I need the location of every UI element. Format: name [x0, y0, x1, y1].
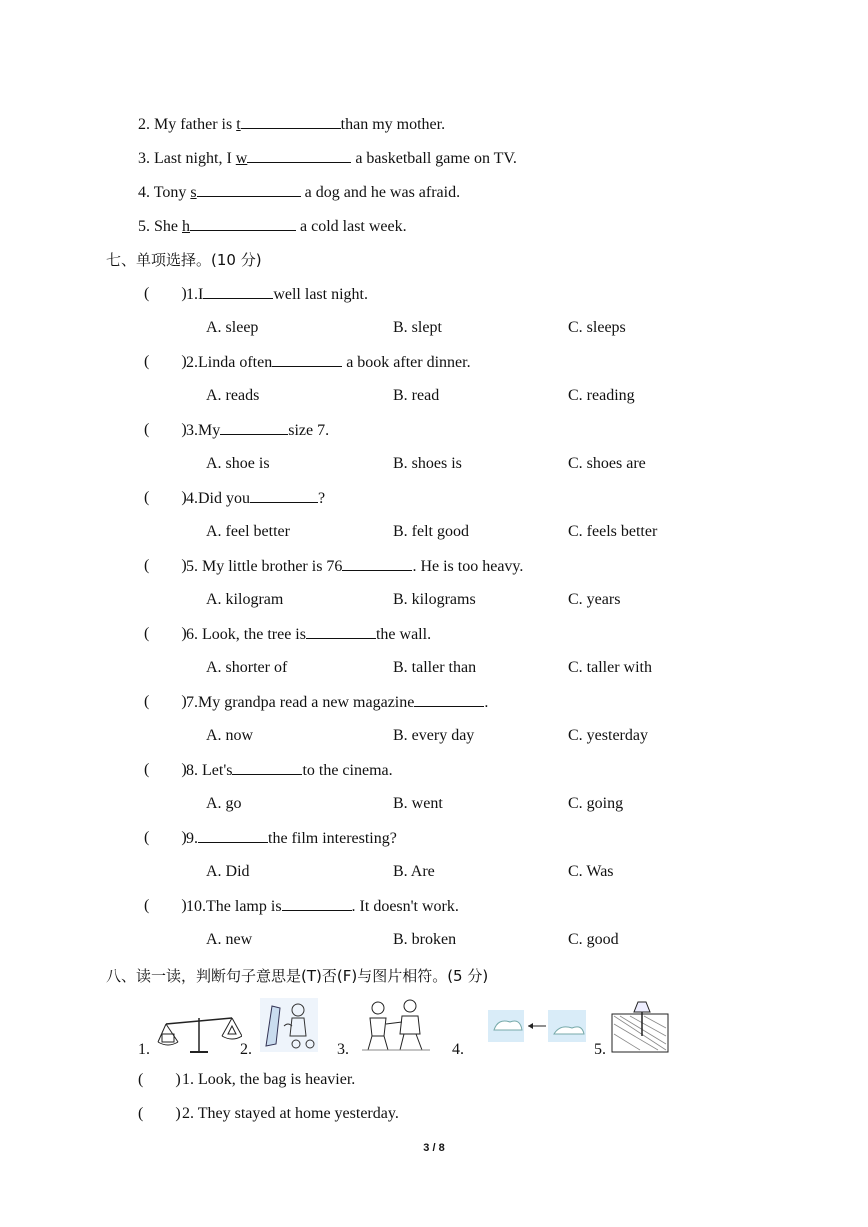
answer-paren[interactable]: ( )	[144, 421, 187, 438]
lamp-icon	[610, 1000, 672, 1054]
stem-before: 6. Look, the tree is	[186, 626, 306, 643]
answer-blank[interactable]	[250, 488, 318, 503]
option-c[interactable]: C. yesterday	[568, 727, 648, 744]
option-c[interactable]: C. years	[568, 591, 621, 608]
answer-blank[interactable]	[241, 114, 341, 129]
item-number: 2.	[138, 116, 150, 133]
option-a[interactable]: A. reads	[206, 387, 260, 404]
fill-item	[138, 216, 407, 237]
option-b[interactable]: B. felt good	[393, 523, 469, 540]
option-a[interactable]: A. kilogram	[206, 591, 284, 608]
picture-number: 4.	[452, 1041, 464, 1058]
fill-item	[138, 114, 445, 135]
answer-blank[interactable]	[220, 420, 288, 435]
weather-compare-icon	[488, 1008, 588, 1044]
statement-text: 1. Look, the bag is heavier.	[182, 1071, 356, 1088]
fill-item	[138, 182, 460, 203]
answer-paren[interactable]: ( )	[144, 285, 187, 302]
stem-after: . It doesn't work.	[351, 898, 459, 915]
answer-blank[interactable]	[247, 148, 351, 163]
option-a[interactable]: A. feel better	[206, 523, 290, 540]
option-b[interactable]: B. went	[393, 795, 443, 812]
stem-before: 7.My grandpa read a new magazine	[186, 694, 415, 711]
answer-paren[interactable]: ( )	[144, 557, 187, 574]
option-a[interactable]: A. shoe is	[206, 455, 270, 472]
option-b[interactable]: B. every day	[393, 727, 475, 744]
answer-paren[interactable]: ( )	[144, 897, 187, 914]
picture-number: 1.	[138, 1041, 150, 1058]
item-text: a cold last week.	[296, 218, 407, 235]
option-a[interactable]: A. Did	[206, 863, 250, 880]
answer-paren[interactable]: ( )	[144, 693, 187, 710]
answer-blank[interactable]	[272, 352, 342, 367]
answer-blank[interactable]	[306, 624, 376, 639]
stem-after: size 7.	[288, 422, 330, 439]
question-stem	[186, 420, 329, 441]
hint-letter: s	[190, 184, 197, 201]
question-stem	[186, 828, 397, 849]
answer-blank[interactable]	[342, 556, 412, 571]
option-b[interactable]: B. Are	[393, 863, 435, 880]
statement-text: 2. They stayed at home yesterday.	[182, 1105, 399, 1122]
item-text: than my mother.	[340, 116, 446, 133]
answer-blank[interactable]	[232, 760, 302, 775]
people-group-icon	[360, 996, 432, 1052]
answer-blank[interactable]	[282, 896, 352, 911]
answer-blank[interactable]	[414, 692, 484, 707]
option-b[interactable]: B. shoes is	[393, 455, 462, 472]
picture-number: 3.	[337, 1041, 349, 1058]
item-text: Tony	[153, 184, 191, 201]
option-a[interactable]: A. shorter of	[206, 659, 288, 676]
stem-after: ?	[318, 490, 326, 507]
answer-paren[interactable]: ( )	[144, 829, 187, 846]
item-text: a dog and he was afraid.	[300, 184, 461, 201]
picture-number: 5.	[594, 1041, 606, 1058]
option-c[interactable]: C. Was	[568, 863, 614, 880]
option-c[interactable]: C. sleeps	[568, 319, 626, 336]
option-c[interactable]: C. shoes are	[568, 455, 646, 472]
option-a[interactable]: A. new	[206, 931, 253, 948]
question-stem	[186, 760, 393, 781]
item-text: She	[154, 218, 182, 235]
option-a[interactable]: A. sleep	[206, 319, 259, 336]
option-c[interactable]: C. taller with	[568, 659, 652, 676]
stem-before: 3.My	[186, 422, 221, 439]
option-b[interactable]: B. kilograms	[393, 591, 476, 608]
section-8-title: 八、读一读，判断句子意思是(T)否(F)与图片相符。(5 分)	[106, 967, 489, 985]
hint-letter: w	[235, 150, 248, 167]
option-b[interactable]: B. read	[393, 387, 440, 404]
answer-blank[interactable]	[198, 828, 268, 843]
question-stem	[186, 352, 471, 373]
question-stem	[186, 488, 325, 509]
stem-after: the wall.	[375, 626, 432, 643]
item-text: a basketball game on TV.	[351, 150, 517, 167]
question-stem	[186, 692, 488, 713]
question-stem	[186, 556, 523, 577]
item-number: 4.	[138, 184, 150, 201]
picture-number: 2.	[240, 1041, 252, 1058]
option-b[interactable]: B. broken	[393, 931, 457, 948]
stem-before: 9.	[186, 830, 198, 847]
answer-blank[interactable]	[197, 182, 301, 197]
answer-blank[interactable]	[190, 216, 296, 231]
option-a[interactable]: A. go	[206, 795, 242, 812]
option-c[interactable]: C. reading	[568, 387, 635, 404]
stem-after: to the cinema.	[302, 762, 393, 779]
answer-paren[interactable]: ( )	[144, 761, 187, 778]
answer-blank[interactable]	[203, 284, 273, 299]
answer-paren[interactable]: ( )	[138, 1071, 181, 1088]
stem-after: a book after dinner.	[342, 354, 471, 371]
stem-after: the film interesting?	[268, 830, 397, 847]
page-number: 3 / 8	[423, 1142, 445, 1154]
section-7-title: 七、单项选择。(10 分)	[106, 251, 262, 269]
answer-paren[interactable]: ( )	[138, 1105, 181, 1122]
balance-scale-icon	[156, 1012, 242, 1056]
stem-before: 4.Did you	[186, 490, 250, 507]
item-text: Last night, I	[154, 150, 236, 167]
hint-letter: h	[182, 218, 190, 235]
stem-after: . He is too heavy.	[412, 558, 524, 575]
option-c[interactable]: C. going	[568, 795, 624, 812]
fill-item	[138, 148, 517, 169]
stem-before: 2.Linda often	[186, 354, 273, 371]
option-c[interactable]: C. feels better	[568, 523, 658, 540]
question-stem	[186, 624, 431, 645]
stem-before: 8. Let's	[186, 762, 233, 779]
question-stem	[186, 896, 459, 917]
answer-paren[interactable]: ( )	[144, 489, 187, 506]
item-number: 3.	[138, 150, 150, 167]
item-text: My father is	[154, 116, 237, 133]
item-number: 5.	[138, 218, 150, 235]
option-b[interactable]: B. taller than	[393, 659, 477, 676]
option-a[interactable]: A. now	[206, 727, 254, 744]
stem-before: 10.The lamp is	[186, 898, 282, 915]
option-b[interactable]: B. slept	[393, 319, 442, 336]
stem-after: .	[484, 694, 489, 711]
answer-paren[interactable]: ( )	[144, 353, 187, 370]
stem-after: well last night.	[273, 286, 368, 303]
option-c[interactable]: C. good	[568, 931, 619, 948]
question-stem	[186, 284, 368, 305]
answer-paren[interactable]: ( )	[144, 625, 187, 642]
stem-before: 5. My little brother is 76	[186, 558, 343, 575]
hint-letter: t	[236, 116, 241, 133]
stem-before: 1.I	[186, 286, 204, 303]
outdoor-scene-icon	[258, 996, 320, 1054]
